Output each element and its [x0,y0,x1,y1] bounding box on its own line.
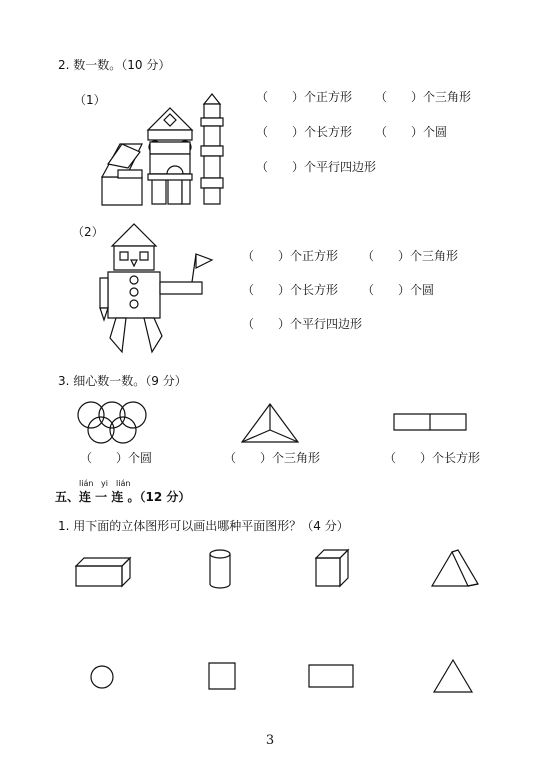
cuboid-solid [74,556,132,588]
block-castle-figure [100,92,240,208]
pinyin-lian-1: lián [79,479,94,488]
pinyin-yi: yi [101,479,108,488]
section5-question1: 1. 用下面的立体图形可以画出哪种平面图形？（4 分） [58,519,349,533]
page-number: 3 [265,733,275,748]
cube-solid [314,548,350,588]
rectangle-shape [308,664,354,688]
part1-triangle-blank: （ ）个三角形 [375,90,472,104]
pinyin-lian-2: lián [116,479,131,488]
overlapping-circles-figure [76,400,148,446]
circle-shape [90,665,114,689]
triangles-answer: （ ）个三角形 [224,451,321,465]
circles-answer: （ ）个圆 [80,451,153,465]
section2-title: 2. 数一数。（10 分） [58,58,171,72]
part2-label: （2） [72,225,104,239]
part2-square-blank: （ ）个正方形 [242,249,339,263]
part1-rectangle-blank: （ ）个长方形 [256,125,353,139]
part2-circle-blank: （ ）个圆 [362,283,435,297]
part2-triangle-blank: （ ）个三角形 [362,249,459,263]
rectangles-answer: （ ）个长方形 [384,451,481,465]
subdivided-triangle-figure [240,402,300,444]
part1-circle-blank: （ ）个圆 [375,125,448,139]
square-shape [208,662,236,690]
split-rectangle-figure [393,413,467,431]
part1-parallelogram-blank: （ ）个平行四边形 [256,160,377,174]
part1-label: （1） [74,93,106,107]
part2-parallelogram-blank: （ ）个平行四边形 [242,317,363,331]
cylinder-solid [208,548,232,590]
robot-figure [94,222,218,356]
section3-title: 3. 细心数一数。（9 分） [58,374,187,388]
part1-square-blank: （ ）个正方形 [256,90,353,104]
triangle-shape [432,658,474,694]
section5-title: 五、连 一 连 。（12 分） [55,490,191,504]
part2-rectangle-blank: （ ）个长方形 [242,283,339,297]
triangular-prism-solid [430,548,480,590]
